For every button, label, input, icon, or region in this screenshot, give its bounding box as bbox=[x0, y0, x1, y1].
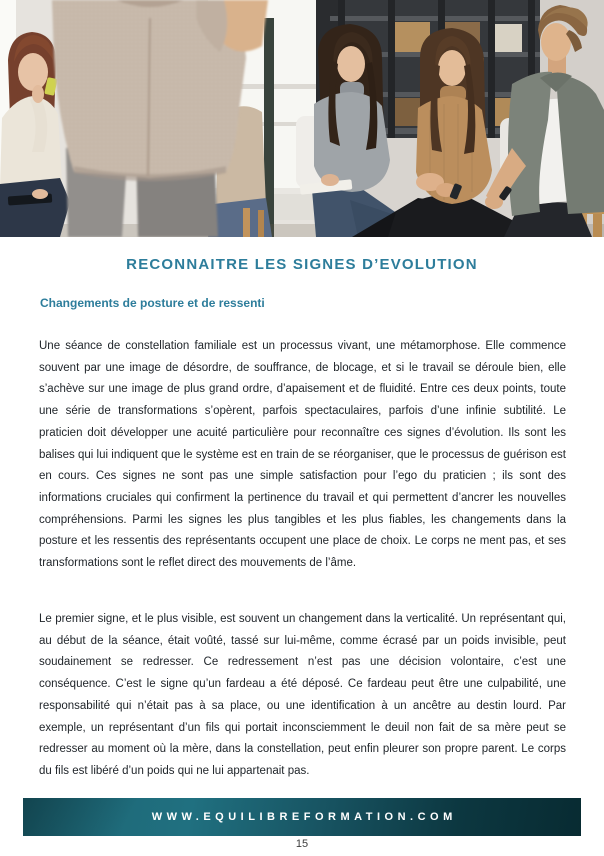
paragraph-1: Une séance de constellation familiale est un processus vivant, une métamorphose. Elle commence souvent par une image de désordre, de souffrance, de blocage, et si le travail se déroule bien, elle s’achève sur une image de plus grand ordre, d’apaisement et de fluidité. Entre ces deux points, toute une série de transformations s’opèrent, parfois spectaculaires, parfois d’une infinie subtilité. Le praticien doit développer une acuité particulière pour reconnaître ces signes d’évolution. Ils sont les balises qui lui indiquent que le système est en train de se réorganiser, que le processus de guérison est en cours. Ces signes ne sont pas une simple satisfaction pour l’ego du praticien ; ils sont des informations cruciales qui confirment la pertinence du travail et qui permettent d’ancrer les nouvelles compréhensions. Parmi les signes les plus tangibles et les plus fiables, les changements dans la posture et les ressentis des représentants occupent une place de choix. Le corps ne ment pas, et ses transformations sont le reflet direct des mouvements de l’âme. bbox=[39, 340, 566, 570]
footer-bar bbox=[23, 798, 581, 836]
section-subtitle: Changements de posture et de ressenti bbox=[40, 296, 265, 310]
group-session-photo bbox=[0, 0, 604, 237]
page-number: 15 bbox=[295, 838, 309, 850]
paragraph-2: Le premier signe, et le plus visible, est souvent un changement dans la verticalité. Un représentant qui, au début de la séance, était voûté, tassé sur lui-même, comme écrasé par un poids invisible, peut soudainement se redresser. Ce redressement n’est pas une décision volontaire, c’est une conséquence. C’est le signe qu’un fardeau a été déposé. Ce fardeau peut être une culpabilité, une responsabilité qui n’était pas à sa place, ou une identification à un ancêtre au destin lourd. Par exemple, un représentant d’un fils qui portait inconsciemment le deuil non fait de sa mère peut se redresser au moment où la mère, dans la constellation, peut enfin pleurer son propre parent. Le corps du fils est libéré d’un poids qui ne lui appartenait pas. bbox=[39, 613, 566, 777]
website-link[interactable]: WWW.EQUILIBREFORMATION.COM bbox=[151, 811, 457, 823]
page-title: RECONNAITRE LES SIGNES D’EVOLUTION bbox=[126, 256, 478, 273]
group-session-illustration bbox=[0, 0, 604, 237]
